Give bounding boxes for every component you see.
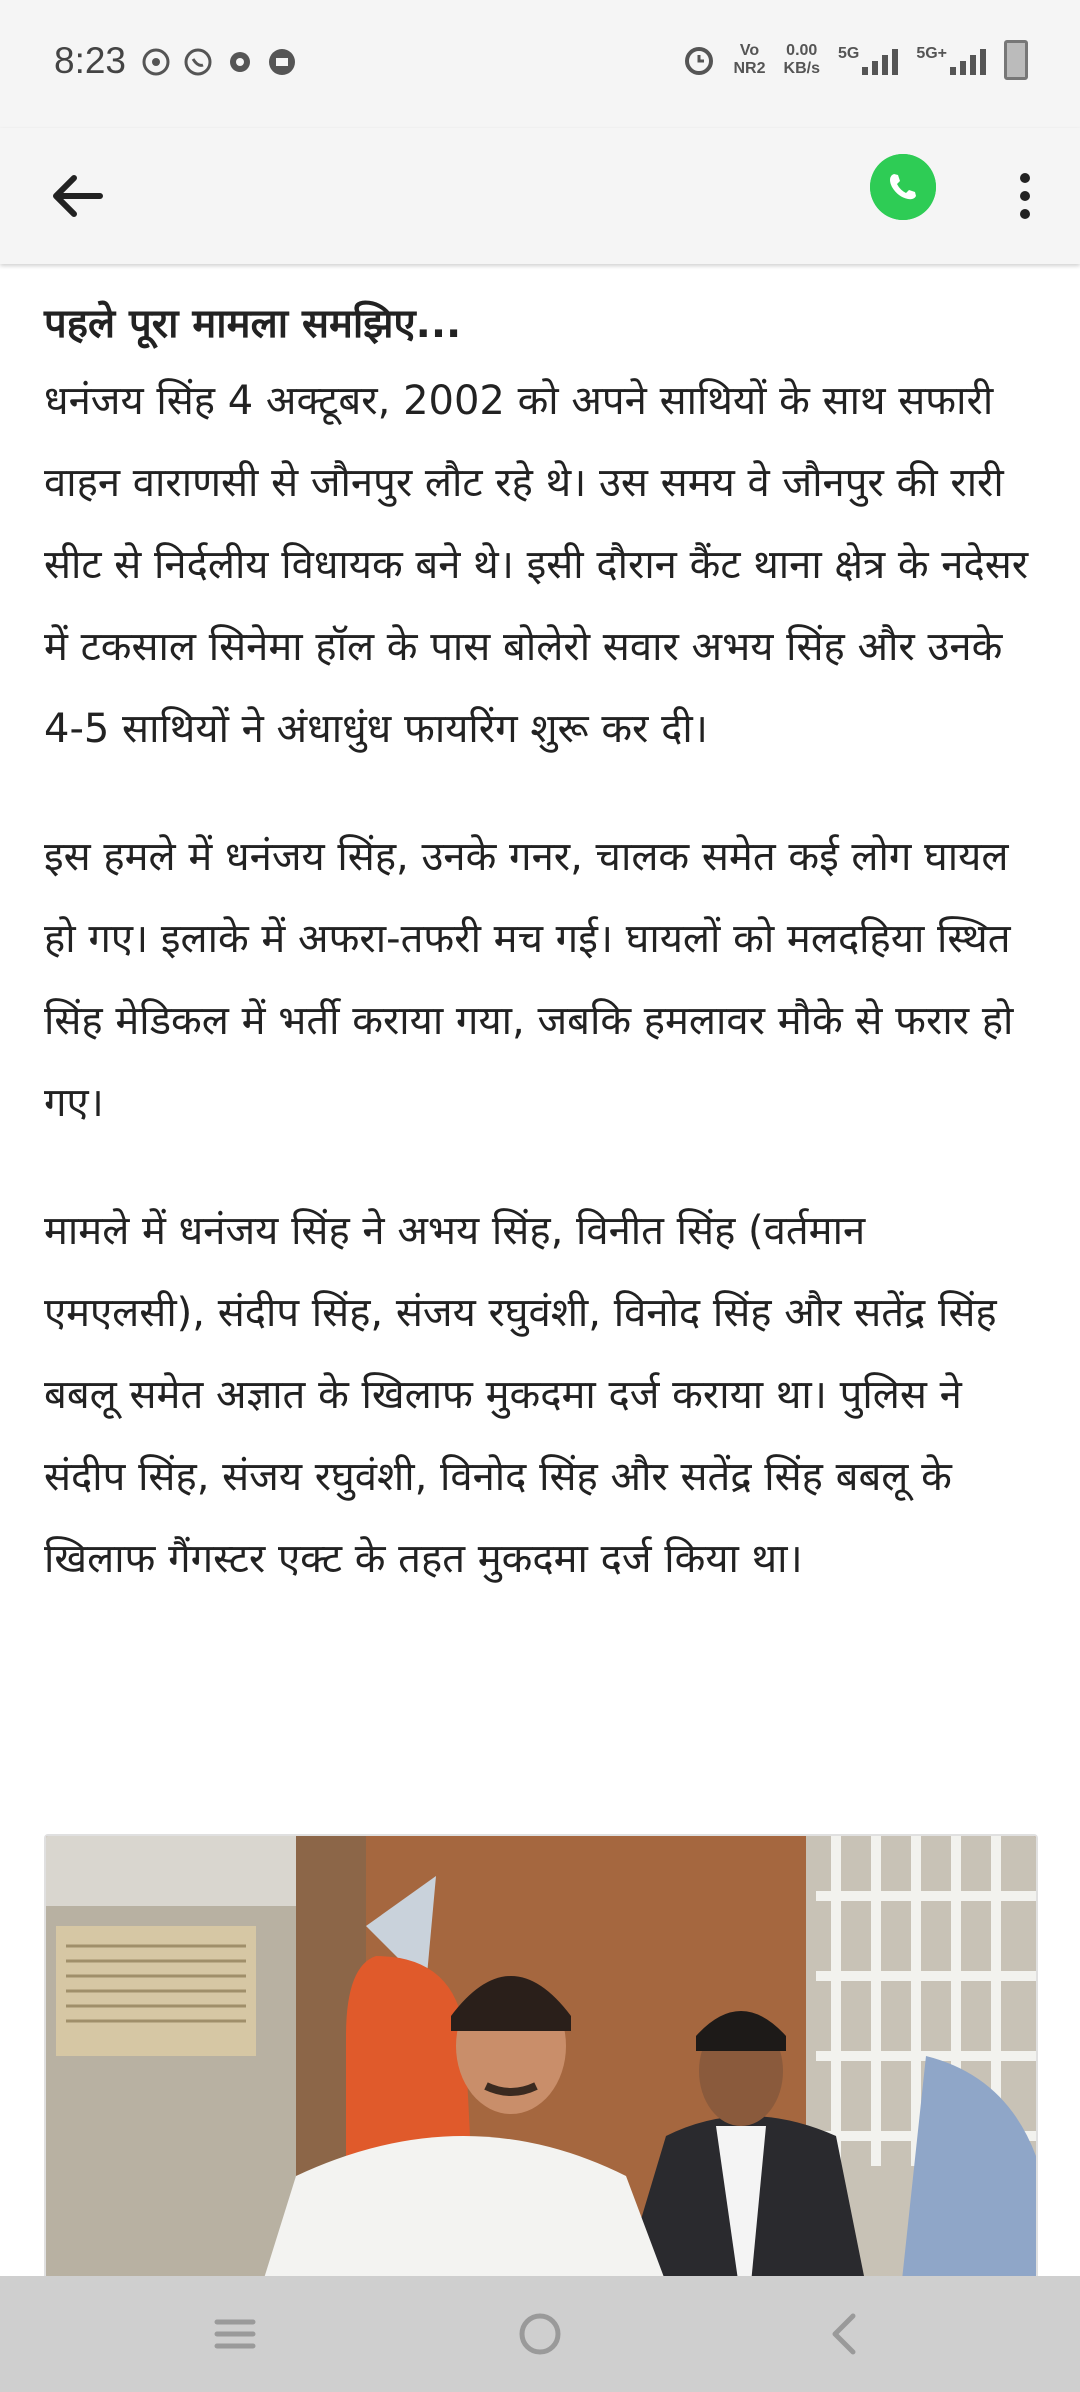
volte-indicator (734, 42, 766, 78)
whatsapp-notification-icon (182, 46, 214, 78)
speed-unit: KB/s (783, 60, 820, 77)
status-indicators (682, 40, 1029, 80)
system-navigation-bar (0, 2276, 1080, 2392)
article-paragraph: इस हमले में धनंजय सिंह, उनके गनर, चालक समेत कई लोग घायल हो गए। इलाके में अफरा-तफरी मच गई। घायलों को मलदहिया स्थित सिंह मेडिकल में भर्ती कराया गया, जबकि हमलावर मौके से फरार हो गए। (44, 834, 1014, 1126)
speed-value: 0.00 (786, 42, 818, 59)
whatsapp-share-button[interactable] (870, 154, 936, 220)
home-button[interactable] (510, 2304, 570, 2364)
back-chevron-icon (815, 2304, 875, 2364)
back-button[interactable] (40, 156, 120, 236)
article-paragraph: धनंजय सिंह 4 अक्टूबर, 2002 को अपने साथियों के साथ सफारी वाहन वाराणसी से जौनपुर लौट रहे थे। उस समय वे जौनपुर की रारी सीट से निर्दलीय विधायक बने थे। इसी दौरान कैंट थाना क्षेत्र के नदेसर में टकसाल सिनेमा हॉल के पास बोलेरो सवार अभय सिंह और उनके 4-5 साथियों ने अंधाधुंध फायरिंग शुरू कर दी। (44, 378, 1029, 752)
recent-apps-button[interactable] (205, 2304, 265, 2364)
settings-gear-icon (224, 46, 256, 78)
signal-bars-icon (950, 45, 986, 75)
alarm-icon (682, 43, 716, 77)
article-body (44, 290, 1034, 1646)
volte-label: Vo (739, 42, 760, 59)
volte-sim-label: NR2 (733, 60, 766, 77)
whatsapp-business-icon (140, 46, 172, 78)
status-bar (0, 0, 1080, 128)
home-circle-icon (510, 2304, 570, 2364)
system-back-button[interactable] (815, 2304, 875, 2364)
article-paragraph: मामले में धनंजय सिंह ने अभय सिंह, विनीत सिंह (वर्तमान एमएलसी), संदीप सिंह, संजय रघुवंशी, विनोद सिंह और सतेंद्र सिंह बबलू समेत अज्ञात के खिलाफ मुकदमा दर्ज कराया था। पुलिस ने संदीप सिंह, संजय रघुवंशी, विनोद सिंह और सतेंद्र सिंह बबलू के खिलाफ गैंगस्टर एक्ट के तहत मुकदमा दर्ज किया था। (44, 1208, 997, 1582)
app-notification-icon (266, 46, 298, 78)
more-vertical-icon (1000, 156, 1050, 236)
network-speed (784, 42, 820, 78)
battery-icon (1004, 40, 1028, 80)
article-photo-illustration (46, 1836, 1036, 2336)
article-subheading: पहले पूरा मामला समझिए... (44, 301, 462, 347)
menu-icon (205, 2304, 265, 2364)
article-image[interactable] (44, 1834, 1038, 2338)
app-toolbar (0, 128, 1080, 264)
arrow-left-icon (40, 156, 120, 236)
signal-bars-icon (862, 45, 898, 75)
network-type-2: 5G+ (916, 45, 947, 62)
status-time: 8:23 (54, 40, 127, 81)
notification-icons (140, 46, 298, 78)
signal-2 (916, 45, 986, 75)
signal-1 (838, 45, 898, 75)
whatsapp-icon (870, 154, 936, 220)
more-options-button[interactable] (1000, 156, 1050, 236)
network-type-1: 5G (837, 45, 860, 62)
